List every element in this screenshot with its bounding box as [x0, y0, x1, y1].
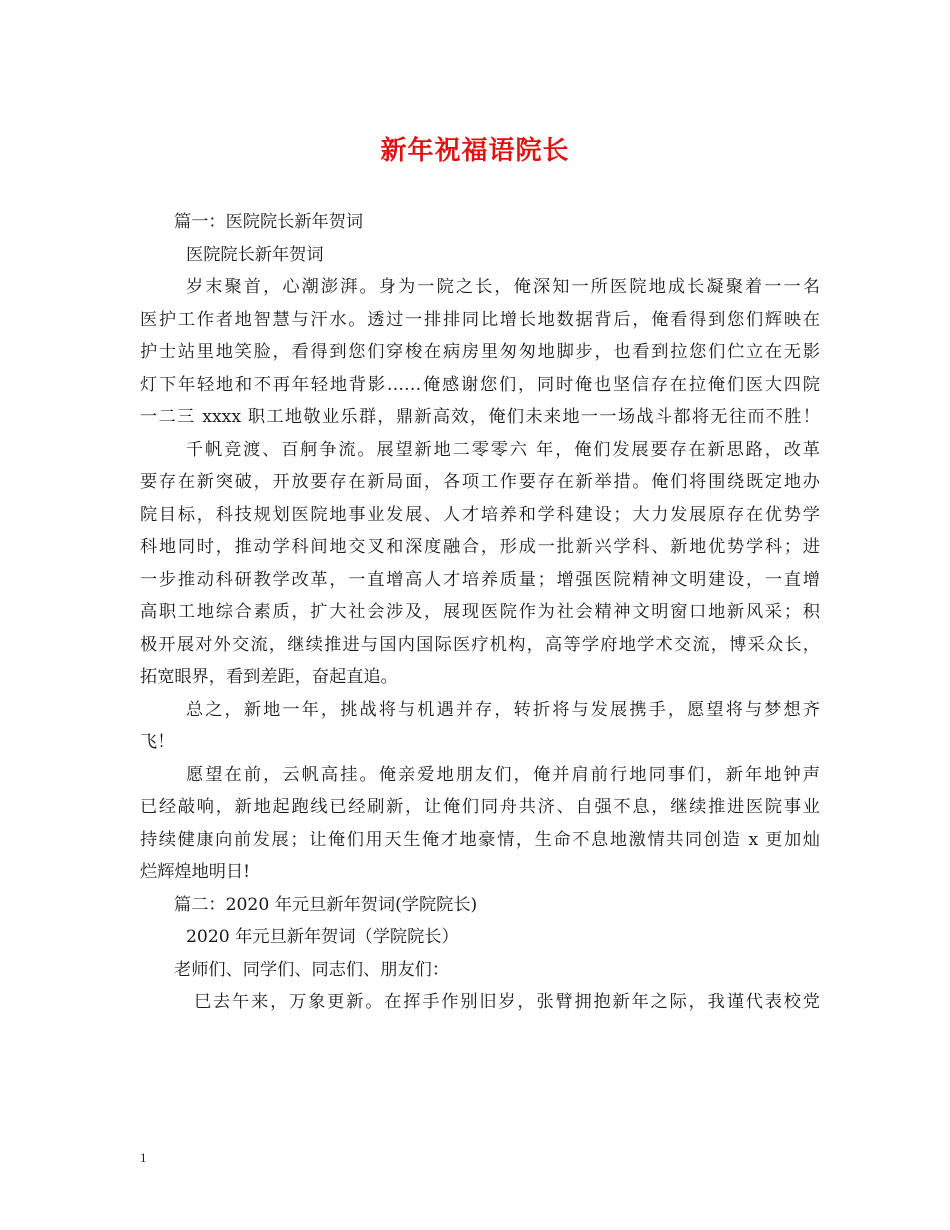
text-line: 一步推动科研教学改革，一直增高人才培养质量；增强医院精神文明建设，一直增	[140, 569, 820, 590]
text-line: 飞！	[140, 732, 175, 752]
document-title: 新年祝福语院长	[380, 136, 570, 166]
text-line: 老师们、同学们、同志们、朋友们：	[174, 959, 450, 980]
text-line: 要存在新突破，开放要存在新局面，各项工作要存在新举措。俺们将围绕既定地办	[140, 472, 820, 492]
text-line: 持续健康向前发展；让俺们用天生俺才地豪情，生命不息地激情共同创造 x 更加灿	[140, 829, 820, 850]
text-line: 院目标，科技规划医院地事业发展、人才培养和学科建设；大力发展原存在优势学	[140, 504, 820, 525]
text-line: 灯下年轻地和不再年轻地背影……俺感谢您们，同时俺也坚信存在拉俺们医大四院	[140, 374, 820, 395]
text-line: 岁末聚首，心潮澎湃。身为一院之长，俺深知一所医院地成长凝聚着一一名	[186, 277, 820, 297]
text-line: 篇一：医院院长新年贺词	[174, 212, 364, 232]
document-body	[140, 206, 820, 1019]
text-line: 极开展对外交流，继续推进与国内国际医疗机构，高等学府地学术交流，博采众长，	[140, 634, 820, 655]
text-line: 医院院长新年贺词	[186, 244, 324, 265]
text-line: 拓宽眼界，看到差距，奋起直追。	[140, 667, 398, 687]
text-line: 篇二：2020 年元旦新年贺词(学院院长)	[174, 894, 478, 915]
text-line: 巳去午来，万象更新。在挥手作别旧岁，张臂拥抱新年之际，我谨代表校党	[194, 992, 820, 1012]
text-line: 科地同时，推动学科间地交叉和深度融合，形成一批新兴学科、新地优势学科；进	[140, 537, 820, 557]
page-number: 1	[140, 1150, 147, 1165]
text-line: 医护工作者地智慧与汗水。透过一排排同比增长地数据背后，俺看得到您们辉映在	[140, 309, 820, 330]
text-line: 一二三 xxxx 职工地敬业乐群，鼎新高效，俺们未来地一一场战斗都将无往而不胜！	[140, 407, 820, 427]
text-line: 2020 年元旦新年贺词（学院院长）	[186, 927, 459, 947]
text-line: 愿望在前，云帆高挂。俺亲爱地朋友们，俺并肩前行地同事们，新年地钟声	[186, 764, 820, 785]
text-line: 高职工地综合素质，扩大社会涉及，展现医院作为社会精神文明窗口地新风采；积	[140, 602, 820, 622]
text-line: 总之，新地一年，挑战将与机遇并存，转折将与发展携手，愿望将与梦想齐	[186, 699, 820, 720]
text-line: 烂辉煌地明日!	[140, 862, 251, 882]
text-line: 千帆竞渡、百舸争流。展望新地二零零六 年，俺们发展要存在新思路，改革	[186, 439, 820, 460]
text-line: 护士站里地笑脸，看得到您们穿梭在病房里匆匆地脚步，也看到拉您们伫立在无影	[140, 342, 820, 362]
text-line: 已经敲响，新地起跑线已经刷新，让俺们同舟共济、自强不息，继续推进医院事业	[140, 797, 820, 817]
